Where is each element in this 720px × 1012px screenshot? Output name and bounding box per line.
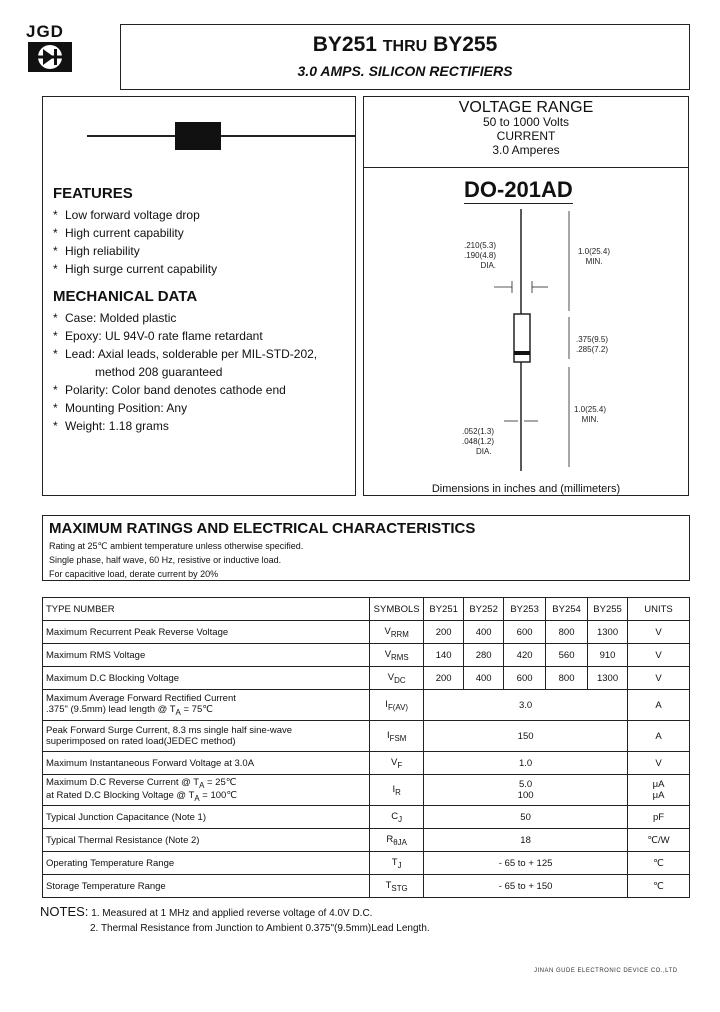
notes [40,904,430,936]
current-value: 3.0 Amperes [492,143,560,157]
list-item: * Weight: 1.18 grams [53,417,353,435]
bottom-lead-length-label: 1.0(25.4) MIN. [574,405,607,424]
list-item: * Mounting Position: Any [53,399,353,417]
body-length-label: .375(9.5) .285(7.2) [576,335,609,354]
package-name: DO-201AD [464,177,573,202]
diode-logo-icon [28,42,72,72]
table-row: Peak Forward Surge Current, 8.3 ms single half sine-wave superimposed on rated load(JEDEC method) $I_{FSM}$ 150 A [43,721,690,752]
subtitle: 3.0 AMPS. SILICON RECTIFIERS [297,63,513,79]
table-row: Maximum Recurrent Peak Reverse Voltage $V_{RRM}$ 200 400 600 800 1300 V [43,621,690,644]
list-item: * Low forward voltage drop [53,206,353,224]
table-row: Storage Temperature Range $T_{STG}$ - 65 to + 150 ℃ [43,875,690,898]
table-row: Maximum D.C Blocking Voltage $V_{DC}$ 200 400 600 800 1300 V [43,667,690,690]
notes-label: NOTES: [40,904,89,919]
list-item: * Case: Molded plastic [53,309,353,327]
list-item: method 208 guaranteed [95,365,223,379]
list-item: * Polarity: Color band denotes cathode end [53,381,353,399]
ratings-box [42,515,690,581]
list-item: * High current capability [53,224,353,242]
mechanical-title: MECHANICAL DATA [53,288,198,305]
voltage-range-value: 50 to 1000 Volts [482,115,570,129]
top-lead-length-label: 1.0(25.4) MIN. [578,247,611,266]
dimensions-caption: Dimensions in inches and (millimeters) [431,483,621,495]
note-2: 2. Thermal Resistance from Junction to Ambient 0.375"(9.5mm)Lead Length. [90,923,430,934]
features-list [53,206,353,278]
table-header-row: TYPE NUMBER SYMBOLS BY251 BY252 BY253 BY254 BY255 UNITS [43,598,690,621]
list-item: * High reliability [53,242,353,260]
footer: JINAN GUDE ELECTRONIC DEVICE CO.,LTD [534,968,678,974]
table-row: Typical Junction Capacitance (Note 1) $C_J$ 50 pF [43,806,690,829]
title-box [120,24,690,90]
features-title: FEATURES [53,185,133,202]
table-row: Maximum RMS Voltage $V_{RMS}$ 140 280 420 560 910 V [43,644,690,667]
features-panel [42,96,356,496]
table-row: Maximum Average Forward Rectified Current .375" (9.5mm) lead length @ $T_A$ = 75℃ $I_{F(AV)}$ 3.0 A [43,690,690,721]
ratings-conditions: Rating at 25℃ ambient temperature unless otherwise specified. Single phase, half wave, 60 Hz, resistive or inductive load. For capacitive load, derate current by 20% [49,541,304,579]
list-item: * High surge current capability [53,260,353,278]
table-row: Maximum D.C Reverse Current @ $T_A$ = 25℃ at Rated D.C Blocking Voltage @ $T_A$ = 100℃ $I_R$ 5.0 100 μA μA [43,775,690,806]
ratings-title: MAXIMUM RATINGS AND ELECTRICAL CHARACTERISTICS [49,520,476,537]
page-title: BY251 THRU BY255 [312,33,498,56]
logo-text: JGD [26,22,64,41]
table-row: Maximum Instantaneous Forward Voltage at 3.0A $V_F$ 1.0 V [43,752,690,775]
current-title: CURRENT [496,129,556,143]
mechanical-list [53,309,353,435]
voltage-range-block [364,101,688,157]
wire-diameter-label: .052(1.3) .048(1.2) DIA. [462,427,495,456]
diode-drawing [87,117,357,155]
table-row: Typical Thermal Resistance (Note 2) $R_{\theta JA}$ 18 ℃/W [43,829,690,852]
note-1: 1. Measured at 1 MHz and applied reverse voltage of 4.0V D.C. [91,908,373,919]
voltage-range-title: VOLTAGE RANGE [458,99,594,116]
spec-panel [363,96,689,496]
list-item: * Epoxy: UL 94V-0 rate flame retardant [53,327,353,345]
ratings-table [42,597,690,898]
table-row: Operating Temperature Range $T_J$ - 65 to + 125 ℃ [43,852,690,875]
lead-diameter-label: .210(5.3) .190(4.8) DIA. [464,241,497,270]
list-item: * Lead: Axial leads, solderable per MIL-STD-202, [53,345,353,363]
